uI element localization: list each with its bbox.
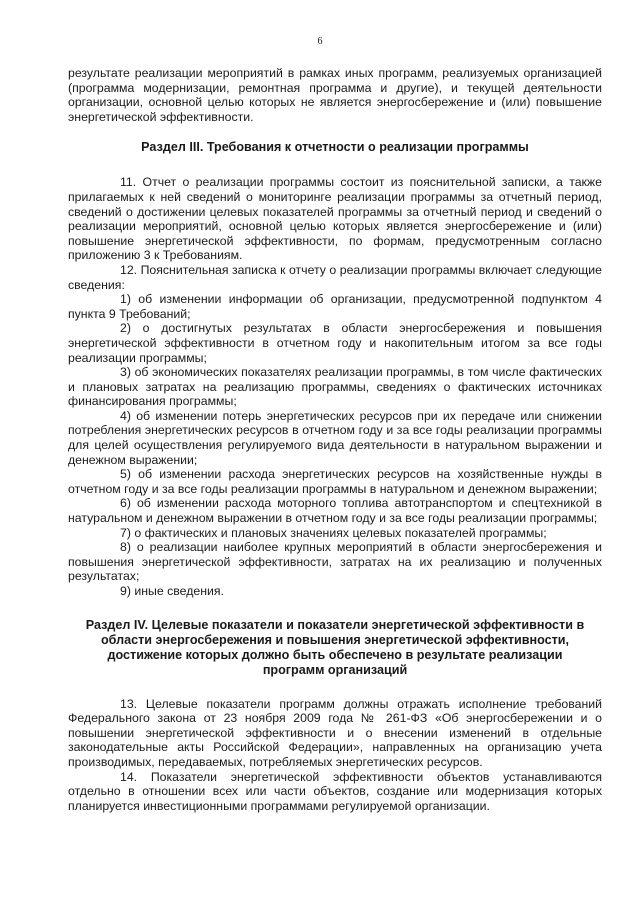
- paragraph-11: 11. Отчет о реализации программы состоит из пояснительной записки, а также прилагаемых к ней сведений о мониторинге реализации программы за отчетный период, сведений о достижении целевых показателей программы за отчетный период и сведений о реализации мероприятий, основной целью которых является энергосбережение и (или) повышение энергетической эффективности, по формам, предусмотренным согласно приложению 3 к Требованиям.: [68, 175, 602, 263]
- section-4-heading: Раздел IV. Целевые показатели и показатели энергетической эффективности в области энергосбережения и повышения энергетической эффективности, достижение которых должно быть обеспечено в результате реализации программ организаций: [85, 617, 585, 677]
- list-item-4: 4) об изменении потерь энергетических ресурсов при их передаче или снижении потребления энергетических ресурсов в отчетном году и за все годы реализации программы для целей осуществления регулируемого вида деятельности в натуральном выражении и денежном выражении;: [68, 408, 602, 467]
- list-item-5: 5) об изменении расхода энергетических ресурсов на хозяйственные нужды в отчетном году и за все годы реализации программы в натуральном и денежном выражении;: [68, 467, 602, 496]
- list-item-9: 9) иные сведения.: [120, 584, 224, 598]
- paragraph-12: 12. Пояснительная записка к отчету о реализации программы включает следующие сведения:: [68, 262, 602, 292]
- list-item-6: 6) об изменении расхода моторного топлива автотранспортом и спецтехникой в натуральном и денежном выражении в отчетном году и за все годы реализации программы;: [68, 496, 602, 526]
- list-item-2: 2) о достигнутых результатах в области энергосбережения и повышения энергетической эффективности в отчетном году и накопительным итогом за все годы реализации программы;: [68, 321, 602, 365]
- list-item-1: 1) об изменении информации об организации, предусмотренной подпунктом 4 пункта 9 Требований;: [68, 292, 602, 321]
- section-3-heading: Раздел III. Требования к отчетности о реализации программы: [141, 140, 529, 155]
- list-item-7: 7) о фактических и плановых значениях целевых показателей программы;: [120, 525, 547, 540]
- list-item-8: 8) о реализации наиболее крупных мероприятий в области энергосбережения и повышения энергетической эффективности, затратах на их реализацию и полученных результатах;: [68, 540, 602, 584]
- document-body: [68, 66, 602, 813]
- paragraph-13: 13. Целевые показатели программ должны отражать исполнение требований Федерального закона от 23 ноября 2009 года № 261-ФЗ «Об энергосбережении и о повышении энергетической эффективности и о внесении изменений в отдельные законодательные акты Российской Федерации», направленных на организацию учета производимых, передаваемых, потребляемых энергетических ресурсов.: [68, 696, 602, 769]
- intro-paragraph: результате реализации мероприятий в рамках иных программ, реализуемых организацией (программа модернизации, ремонтная программа и другие), и текущей деятельности организации, основной целью которых не является энергосбережение и (или) повышение энергетической эффективности.: [68, 66, 602, 124]
- list-item-3: 3) об экономических показателях реализации программы, в том числе фактических и плановых затратах на реализацию программы, сведениях о фактических источниках финансирования программы;: [68, 365, 602, 409]
- page-number: 6: [317, 36, 323, 47]
- paragraph-14: 14. Показатели энергетической эффективности объектов устанавливаются отдельно в отношении всех или части объектов, создание или модернизация которых планируется инвестиционными программами регулируемой организации.: [68, 769, 602, 813]
